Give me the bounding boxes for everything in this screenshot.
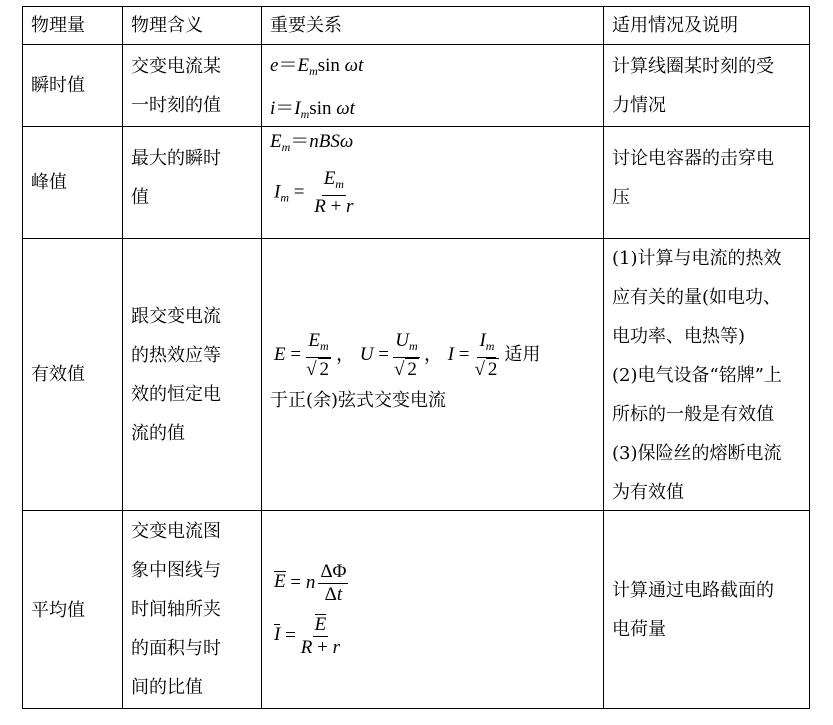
row-effective-notes: [604, 239, 811, 510]
formula-e-average: E = n $\frac{\Delta\Phi}{\Delta t}$: [274, 560, 347, 605]
meaning-line: 象中图线与: [131, 560, 221, 581]
relation-suffix: 适用: [504, 343, 541, 365]
formula-i-average: I = $\frac{E}{R + r}$: [274, 613, 341, 658]
formula-im-peak: $I_m$ = $\frac{E_m}{R + r}$: [274, 168, 354, 217]
note-line: 计算通过电路截面的: [612, 579, 774, 601]
meaning-line: 效的恒定电: [131, 383, 221, 405]
note-line: 压: [612, 187, 630, 208]
header-relation: 重要关系: [270, 15, 342, 36]
quantity-name: 有效值: [31, 364, 85, 385]
row-instantaneous-name: [23, 45, 122, 126]
row-instantaneous-relation: [262, 45, 603, 126]
relation-line: 于正(余)弦式交变电流: [270, 389, 447, 411]
quantity-name: 平均值: [31, 600, 85, 621]
note-line: (3)保险丝的熔断电流: [612, 443, 782, 464]
physics-quantities-table: [22, 6, 810, 709]
note-line: 应有关的量(如电功、: [612, 287, 782, 308]
meaning-line: 一时刻的值: [131, 95, 221, 116]
row-peak-notes: [604, 127, 811, 238]
row-average-meaning: [123, 511, 261, 708]
header-notes: 适用情况及说明: [612, 15, 738, 36]
note-line: 电功率、电热等): [612, 326, 746, 347]
row-peak-relation: [262, 127, 603, 238]
meaning-line: 的面积与时: [131, 638, 221, 659]
formula-e-instant: $e=E_m\sin$ ωt: [270, 55, 364, 78]
meaning-line: 流的值: [131, 422, 185, 444]
note-line: 所标的一般是有效值: [612, 404, 774, 425]
formula-effective: E = $\frac{E_m}{√ 2}$ ， U = $\frac{U_m}{√ 2}$ ， I = $\frac{I_m}{√ 2}$ 适用: [274, 329, 541, 380]
note-line: 计算线圈某时刻的受: [612, 56, 774, 77]
note-line: 为有效值: [612, 482, 684, 503]
row-average-name: [23, 511, 122, 710]
meaning-line: 最大的瞬时: [131, 148, 221, 169]
meaning-line: 跟交变电流: [131, 305, 221, 327]
row-effective-meaning: [123, 239, 261, 510]
row-peak-name: [23, 127, 122, 238]
note-line: (2)电气设备“铭牌”上: [612, 365, 782, 386]
row-average-relation: [262, 511, 603, 708]
row-instantaneous-meaning: [123, 45, 261, 126]
row-average-notes: [604, 511, 811, 708]
quantity-name: 瞬时值: [31, 75, 85, 96]
row-effective-relation: [262, 239, 603, 510]
meaning-line: 交变电流图: [131, 521, 221, 542]
formula-em-peak: $E_m=nBS\omega$: [270, 131, 354, 154]
meaning-line: 值: [131, 187, 149, 208]
formula-i-instant: $i=I_m\sin$ ωt: [270, 98, 355, 121]
meaning-line: 间的比值: [131, 677, 203, 698]
note-line: 力情况: [612, 95, 666, 116]
row-peak-meaning: [123, 127, 261, 238]
row-effective-name: [23, 239, 122, 510]
meaning-line: 交变电流某: [131, 56, 221, 77]
row-instantaneous-notes: [604, 45, 811, 126]
header-quantity: 物理量: [31, 15, 85, 36]
meaning-line: 的热效应等: [131, 344, 221, 366]
header-meaning: 物理含义: [131, 15, 203, 36]
meaning-line: 时间轴所夹: [131, 599, 221, 620]
note-line: 讨论电容器的击穿电: [612, 148, 774, 169]
quantity-name: 峰值: [31, 172, 67, 193]
note-line: 电荷量: [612, 618, 666, 640]
note-line: (1)计算与电流的热效: [612, 248, 782, 269]
